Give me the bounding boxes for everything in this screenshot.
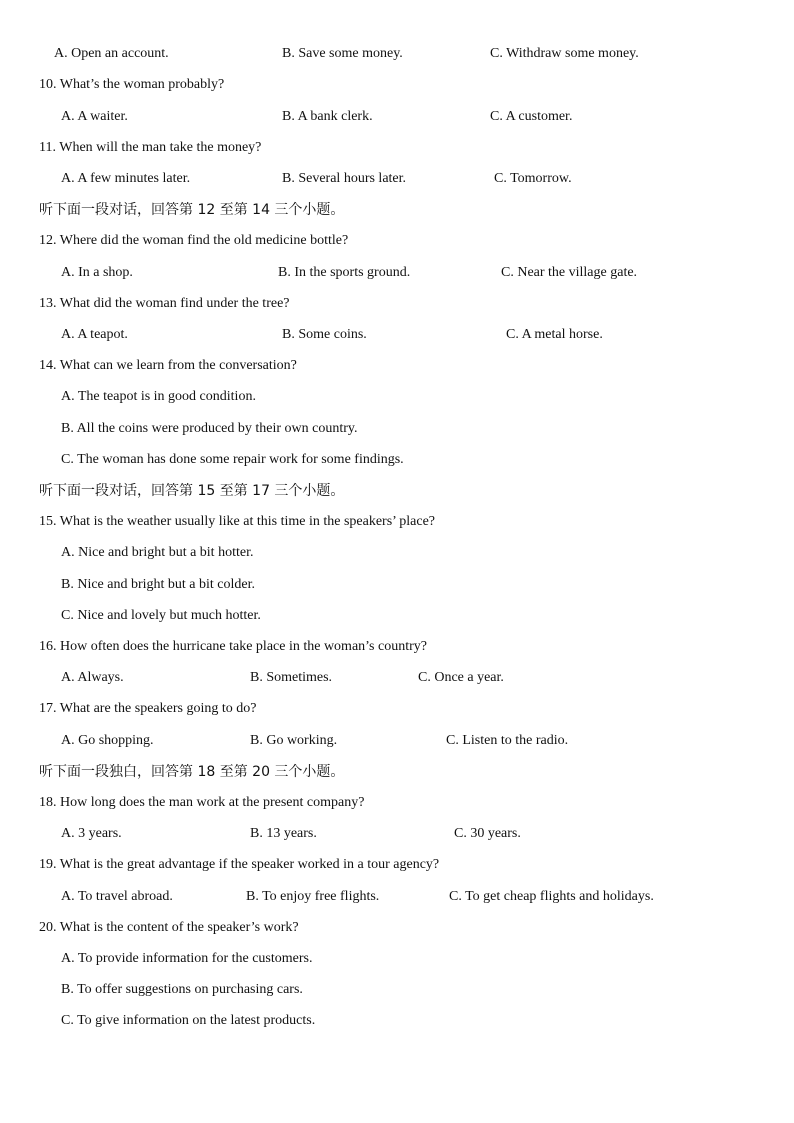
- q19-option-b: B. To enjoy free flights.: [246, 889, 380, 904]
- q15-option-c: C. Nice and lovely but much hotter.: [61, 608, 261, 623]
- q13-stem: 13. What did the woman find under the tree?: [39, 296, 290, 311]
- q12-stem: 12. Where did the woman find the old medicine bottle?: [39, 233, 349, 248]
- q11-option-b: B. Several hours later.: [282, 171, 407, 186]
- q17-stem: 17. What are the speakers going to do?: [39, 701, 257, 716]
- q18-option-c: C. 30 years.: [454, 826, 521, 841]
- q9-option-a: A. Open an account.: [54, 46, 169, 61]
- q18-option-a: A. 3 years.: [61, 826, 122, 841]
- q17-option-b: B. Go working.: [250, 733, 338, 748]
- q11-option-a: A. A few minutes later.: [61, 171, 191, 186]
- q18-option-b: B. 13 years.: [250, 826, 317, 841]
- q14-stem: 14. What can we learn from the conversation?: [39, 358, 297, 373]
- q19-stem: 19. What is the great advantage if the speaker worked in a tour agency?: [39, 857, 440, 872]
- q15-stem: 15. What is the weather usually like at this time in the speakers’ place?: [39, 514, 436, 529]
- q17-option-a: A. Go shopping.: [61, 733, 154, 748]
- q13-option-a: A. A teapot.: [61, 327, 128, 342]
- q15-option-b: B. Nice and bright but a bit colder.: [61, 577, 256, 592]
- q16-option-c: C. Once a year.: [418, 670, 504, 685]
- q20-option-c: C. To give information on the latest products.: [61, 1013, 316, 1028]
- q20-option-b: B. To offer suggestions on purchasing cars.: [61, 982, 303, 997]
- q16-stem: 16. How often does the hurricane take place in the woman’s country?: [39, 639, 427, 654]
- q10-stem: 10. What’s the woman probably?: [39, 77, 225, 92]
- q11-option-c: C. Tomorrow.: [494, 171, 572, 186]
- q16-option-b: B. Sometimes.: [250, 670, 333, 685]
- q14-option-c: C. The woman has done some repair work for some findings.: [61, 452, 404, 467]
- q9-option-b: B. Save some money.: [282, 46, 403, 61]
- section-heading-15-17: 听下面一段对话，回答第 15 至第 17 三个小题。: [39, 483, 345, 499]
- q20-option-a: A. To provide information for the customers.: [61, 951, 313, 966]
- q14-option-b: B. All the coins were produced by their own country.: [61, 421, 358, 436]
- q9-option-c: C. Withdraw some money.: [490, 46, 639, 61]
- q20-stem: 20. What is the content of the speaker’s work?: [39, 920, 299, 935]
- q10-option-b: B. A bank clerk.: [282, 109, 373, 124]
- q17-option-c: C. Listen to the radio.: [446, 733, 569, 748]
- q12-option-b: B. In the sports ground.: [278, 265, 411, 280]
- section-heading-18-20: 听下面一段独白，回答第 18 至第 20 三个小题。: [39, 764, 345, 780]
- q10-option-a: A. A waiter.: [61, 109, 128, 124]
- q16-option-a: A. Always.: [61, 670, 124, 685]
- q15-option-a: A. Nice and bright but a bit hotter.: [61, 545, 254, 560]
- section-heading-12-14: 听下面一段对话，回答第 12 至第 14 三个小题。: [39, 202, 345, 218]
- q13-option-b: B. Some coins.: [282, 327, 367, 342]
- q18-stem: 18. How long does the man work at the present company?: [39, 795, 365, 810]
- q11-stem: 11. When will the man take the money?: [39, 140, 262, 155]
- q13-option-c: C. A metal horse.: [506, 327, 603, 342]
- q10-option-c: C. A customer.: [490, 109, 573, 124]
- q19-option-c: C. To get cheap flights and holidays.: [449, 889, 654, 904]
- q12-option-a: A. In a shop.: [61, 265, 133, 280]
- q12-option-c: C. Near the village gate.: [501, 265, 638, 280]
- q19-option-a: A. To travel abroad.: [61, 889, 173, 904]
- q14-option-a: A. The teapot is in good condition.: [61, 389, 256, 404]
